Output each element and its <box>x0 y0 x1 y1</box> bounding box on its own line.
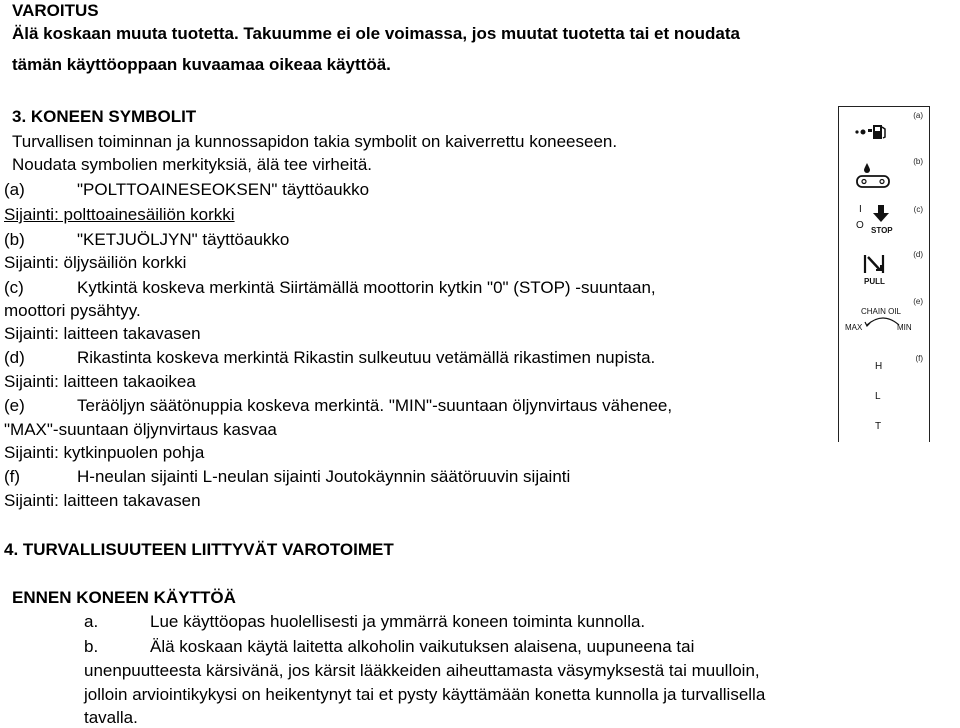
panel-label-e: (e) <box>913 297 923 306</box>
warning-text-line2: tämän käyttöoppaan kuvaamaa oikeaa käyttöä. <box>12 55 391 74</box>
item-c-tag: (c) <box>4 278 24 297</box>
item-c-location: Sijainti: laitteen takavasen <box>4 324 201 343</box>
section3-intro-line1: Turvallisen toiminnan ja kunnossapidon takia symbolit on kaiverrettu koneeseen. <box>12 132 618 151</box>
item-b-line2: unenpuutteesta kärsivänä, jos kärsit lääkkeiden aiheuttamasta väsymyksestä tai muulloin, <box>84 661 760 680</box>
item-f-tag: (f) <box>4 467 21 486</box>
item-b-line3: jolloin arviointikykysi on heikentynyt tai et pysty käyttämään konetta kunnolla ja turvallisella <box>84 685 766 704</box>
warning-heading: VAROITUS <box>12 1 99 20</box>
section3-intro-line2: Noudata symbolien merkityksiä, älä tee virheitä. <box>12 155 372 174</box>
item-e-text: Teräöljyn säätönuppia koskeva merkintä. "MIN"-suuntaan öljynvirtaus vähenee, <box>77 396 673 415</box>
switch-i-label: I <box>859 204 862 215</box>
item-b-location: Sijainti: öljysäiliön korkki <box>4 253 187 272</box>
symbol-panel <box>838 106 930 442</box>
choke-pull-icon <box>863 253 885 275</box>
warning-text-line1: Älä koskaan muuta tuotetta. Takuumme ei ole voimassa, jos muutat tuotetta tai et noudata <box>12 24 740 43</box>
item-b-line4: tavalla. <box>84 708 138 727</box>
chain-oil-icon <box>855 161 895 191</box>
chain-oil-text: CHAIN OIL <box>861 307 902 316</box>
item-b-text: "KETJUÖLJYN" täyttöaukko <box>77 230 290 249</box>
item-c-text: Kytkintä koskeva merkintä Siirtämällä moottorin kytkin "0" (STOP) -suuntaan, <box>77 278 656 297</box>
switch-o-label: O <box>856 220 864 231</box>
item-d-tag: (d) <box>4 348 25 367</box>
item-f-location: Sijainti: laitteen takavasen <box>4 491 201 510</box>
item-d-location: Sijainti: laitteen takaoikea <box>4 372 196 391</box>
max-text: MAX <box>845 323 863 332</box>
item-e-tag: (e) <box>4 396 25 415</box>
item-a-location: Sijainti: polttoainesäiliön korkki <box>4 205 235 224</box>
panel-label-f: (f) <box>915 354 923 363</box>
item-a-text: "POLTTOAINESEOKSEN" täyttöaukko <box>77 180 370 199</box>
h-label: H <box>875 361 883 372</box>
item-b-line1: Älä koskaan käytä laitetta alkoholin vaikutuksen alaisena, uupuneena tai <box>150 637 695 656</box>
item-e-text-line2: "MAX"-suuntaan öljynvirtaus kasvaa <box>4 420 277 439</box>
l-label: L <box>875 391 881 402</box>
stop-text: STOP <box>871 226 893 235</box>
section4-subheading: ENNEN KONEEN KÄYTTÖÄ <box>12 588 236 607</box>
t-label: T <box>875 421 882 432</box>
panel-label-d: (d) <box>913 250 923 259</box>
item-b-tag: (b) <box>4 230 25 249</box>
panel-label-a: (a) <box>913 111 923 120</box>
section3-heading: 3. KONEEN SYMBOLIT <box>12 107 197 126</box>
item-f-text: H-neulan sijainti L-neulan sijainti Joutokäynnin säätöruuvin sijainti <box>77 467 571 486</box>
panel-label-c: (c) <box>913 205 923 214</box>
panel-label-b: (b) <box>913 157 923 166</box>
item-a-text-s4: Lue käyttöopas huolellisesti ja ymmärrä koneen toiminta kunnolla. <box>150 612 646 631</box>
stop-arrow-icon <box>873 205 889 223</box>
item-d-text: Rikastinta koskeva merkintä Rikastin sulkeutuu vetämällä rikastimen nupista. <box>77 348 656 367</box>
item-a-tag: (a) <box>4 180 25 199</box>
item-e-location: Sijainti: kytkinpuolen pohja <box>4 443 205 462</box>
item-b-tag-s4: b. <box>84 637 99 656</box>
section4-heading: 4. TURVALLISUUTEEN LIITTYVÄT VAROTOIMET <box>4 540 394 559</box>
min-text: MIN <box>897 323 912 332</box>
pull-text: PULL <box>864 277 885 286</box>
fuel-mix-icon <box>853 121 889 143</box>
item-a-tag-s4: a. <box>84 612 99 631</box>
item-c-text-line2: moottori pysähtyy. <box>4 301 141 320</box>
